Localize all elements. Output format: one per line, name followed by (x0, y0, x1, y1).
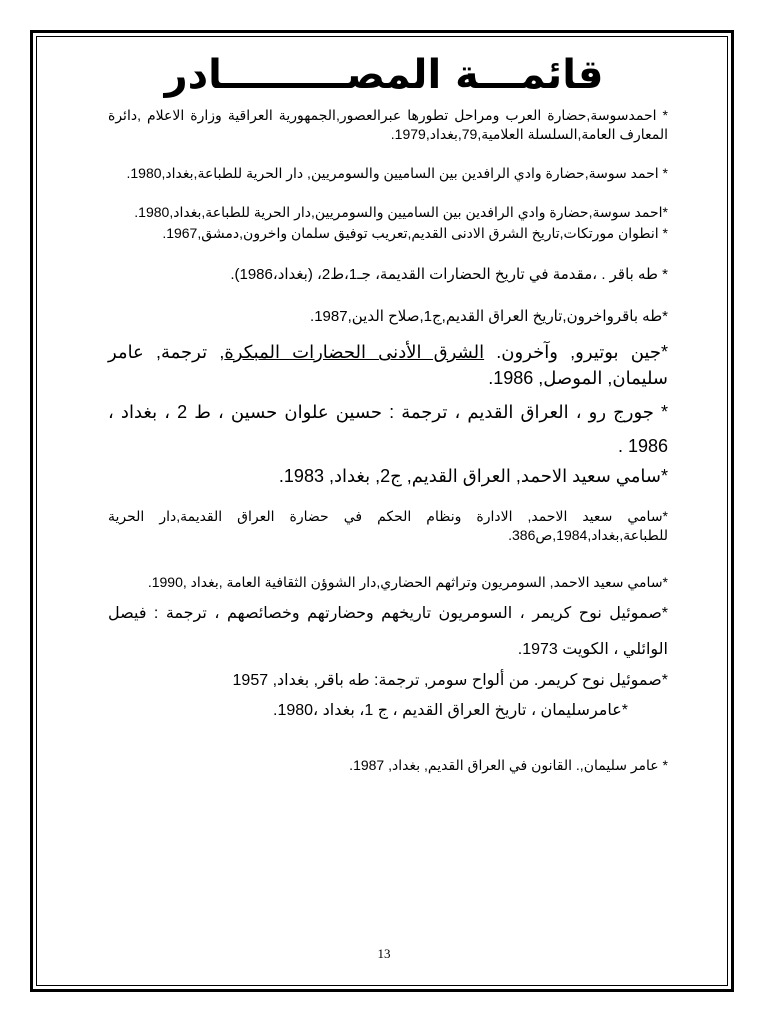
reference-entry: *سامي سعيد الاحمد, العراق القديم, ج2, بغداد, 1983. (278, 466, 668, 486)
reference-entry: *صموئيل نوح كريمر. من ألواح سومر, ترجمة: طه باقر, بغداد, 1957 (232, 672, 668, 689)
reference-entry: * احمد سوسة,حضارة وادي الرافدين بين الساميين والسومريين, دار الحرية للطباعة,بغداد,1980. (126, 165, 668, 181)
reference-entry: *صموئيل نوح كريمر ، السومريون تاريخهم وحضارتهم وخصائصهم ، ترجمة : فيصل الوائلي ، الكويت 1973. (108, 605, 668, 658)
reference-entry: * جورج رو ، العراق القديم ، ترجمة : حسين علوان حسين ، ط 2 ، بغداد ، 1986 . (108, 402, 669, 456)
reference-entry: * طه باقر . ،مقدمة في تاريخ الحضارات القديمة، جـ1،ط2، (بغداد،1986). (230, 266, 668, 283)
reference-entry: *سامي سعيد الاحمد, السومريون وتراثهم الحضاري,دار الشوؤن الثقافية العامة ,بغداد ,1990. (147, 574, 668, 590)
reference-entry: *طه باقرواخرون,تاريخ العراق القديم,ج1,صلاح الدين,1987. (310, 308, 668, 325)
reference-entry: * انطوان مورتكات,تاريخ الشرق الادنى القديم,تعريب توفيق سلمان واخرون,دمشق,1967. (162, 225, 668, 241)
reference-entry: * احمدسوسة,حضارة العرب ومراحل تطورها عبرالعصور,الجمهورية العراقية وزارة الاعلام ,دائرة المعارف العامة,السلسلة العلامية,79,بغداد,1979. (108, 107, 668, 142)
reference-entry: *سامي سعيد الاحمد, الادارة ونظام الحكم في حضارة العراق القديمة,دار الحرية للطباعة,بغداد,1984,ص386. (108, 508, 668, 543)
reference-author: *جين بوتيرو, وآخرون. (484, 342, 668, 362)
reference-details: , ترجمة, عامر سليمان, الموصل, 1986. (108, 342, 668, 388)
references-list (108, 106, 668, 775)
page-number: 13 (377, 946, 391, 961)
page-title: قائمـــة المصـــــــــادر (164, 52, 604, 98)
reference-book-title: الشرق الأدنى الحضارات المبكرة (224, 342, 485, 362)
reference-entry: * عامر سليمان,. القانون في العراق القديم, بغداد, 1987. (349, 757, 668, 773)
reference-entry: *عامرسليمان ، تاريخ العراق القديم ، ج 1، بغداد ،1980. (272, 702, 628, 719)
reference-entry (108, 339, 668, 391)
reference-entry: *احمد سوسة,حضارة وادي الرافدين بين الساميين والسومريين,دار الحرية للطباعة,بغداد,1980. (134, 204, 668, 220)
